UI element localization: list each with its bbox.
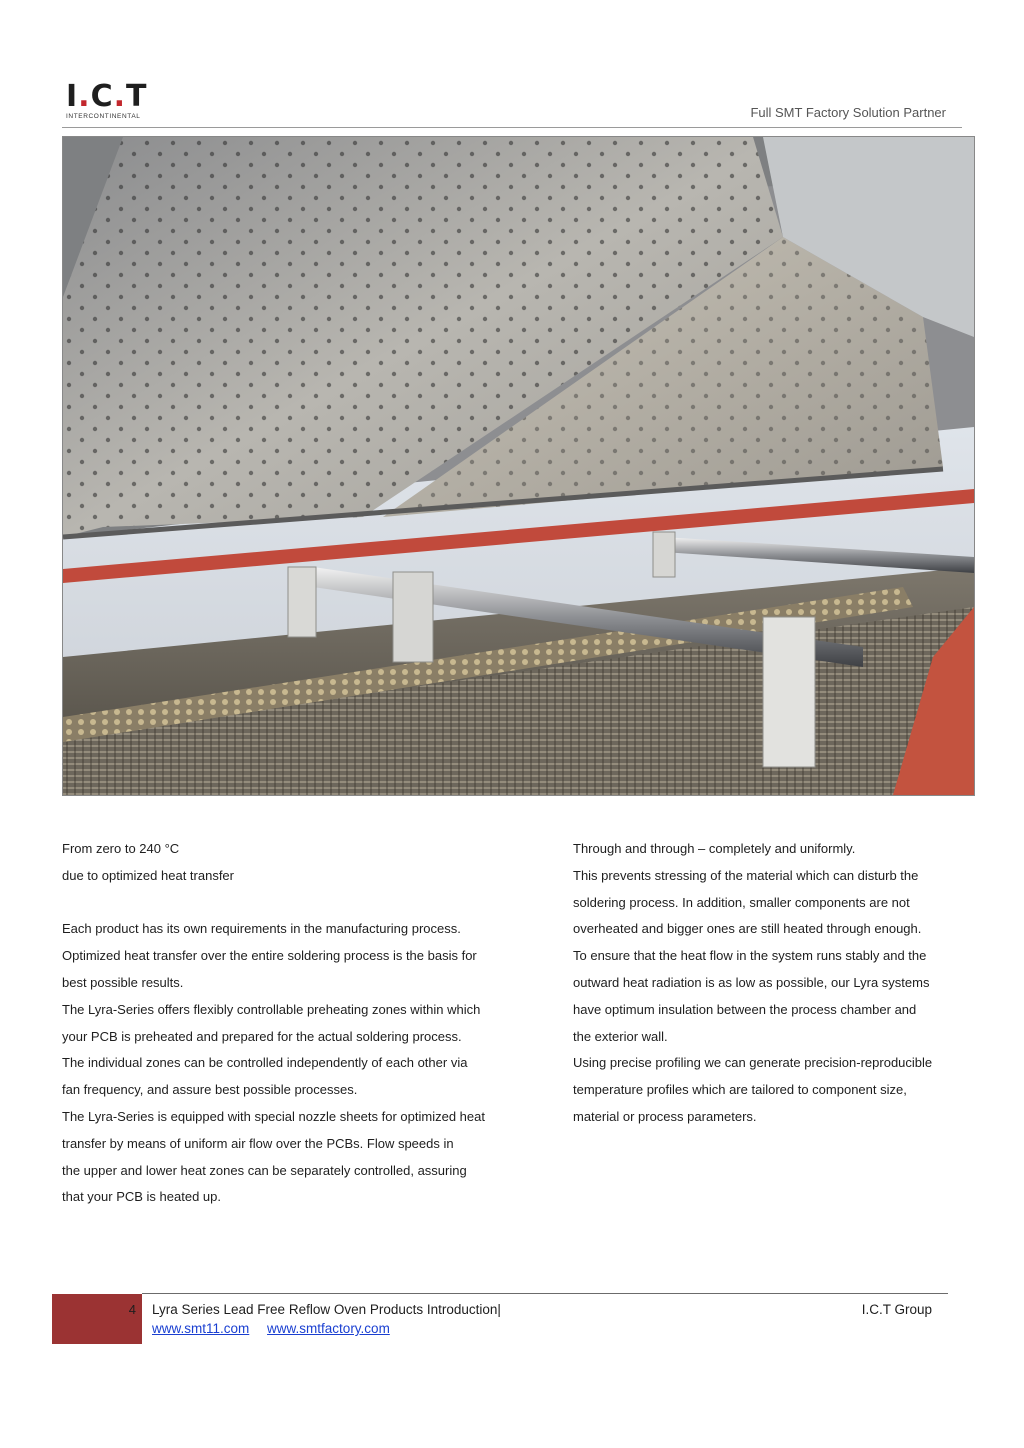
website-link-smt11[interactable]: www.smt11.com bbox=[152, 1321, 250, 1336]
body-line: Each product has its own requirements in the manufacturing process. bbox=[62, 921, 461, 937]
company-logo bbox=[66, 79, 162, 122]
body-line: The individual zones can be controlled independently of each other via bbox=[62, 1055, 468, 1071]
body-line: This prevents stressing of the material which can disturb the bbox=[573, 867, 919, 883]
logo-subtitle: INTERCONTINENTAL bbox=[66, 113, 141, 120]
headline-line: From zero to 240 °C bbox=[62, 841, 180, 856]
headline-line: due to optimized heat transfer bbox=[62, 867, 234, 883]
body-line: Optimized heat transfer over the entire soldering process is the basis for bbox=[62, 948, 477, 964]
body-line: that your PCB is heated up. bbox=[62, 1189, 221, 1205]
left-text-column bbox=[62, 836, 542, 1211]
body-line: fan frequency, and assure best possible processes. bbox=[62, 1082, 358, 1098]
footer-title: Lyra Series Lead Free Reflow Oven Products Introduction| bbox=[152, 1302, 501, 1317]
body-line: soldering process. In addition, smaller components are not bbox=[573, 894, 910, 910]
body-line: have optimum insulation between the process chamber and bbox=[573, 1001, 917, 1017]
header-tagline: Full SMT Factory Solution Partner bbox=[750, 105, 946, 120]
logo-mark: I.C.T bbox=[66, 79, 148, 114]
footer-company: I.C.T Group bbox=[861, 1302, 932, 1317]
website-link-smtfactory[interactable]: www.smtfactory.com bbox=[267, 1321, 390, 1336]
body-line: overheated and bigger ones are still heated through enough. bbox=[573, 921, 922, 937]
body-line: Through and through – completely and uniformly. bbox=[573, 841, 856, 856]
body-line: the exterior wall. bbox=[573, 1028, 668, 1044]
body-line: your PCB is preheated and prepared for the actual soldering process. bbox=[62, 1028, 462, 1044]
body-line: Using precise profiling we can generate precision-reproducible bbox=[573, 1055, 933, 1071]
body-line: The Lyra-Series is equipped with special nozzle sheets for optimized heat bbox=[62, 1108, 485, 1124]
body-line: To ensure that the heat flow in the system runs stably and the bbox=[573, 948, 927, 964]
right-text-column bbox=[573, 836, 973, 1131]
footer-links bbox=[152, 1321, 404, 1336]
body-line: material or process parameters. bbox=[573, 1108, 757, 1124]
header-divider bbox=[62, 127, 962, 128]
body-line: best possible results. bbox=[62, 974, 184, 990]
body-line: the upper and lower heat zones can be separately controlled, assuring bbox=[62, 1162, 467, 1178]
body-line: transfer by means of uniform air flow over the PCBs. Flow speeds in bbox=[62, 1135, 454, 1151]
body-line: outward heat radiation is as low as possible, our Lyra systems bbox=[573, 974, 930, 990]
page-number: 4 bbox=[128, 1302, 136, 1317]
reflow-oven-interior-photo bbox=[62, 136, 975, 796]
footer-divider bbox=[142, 1293, 948, 1294]
body-line: The Lyra-Series offers flexibly controllable preheating zones within which bbox=[62, 1001, 481, 1017]
body-line: temperature profiles which are tailored to component size, bbox=[573, 1082, 907, 1098]
